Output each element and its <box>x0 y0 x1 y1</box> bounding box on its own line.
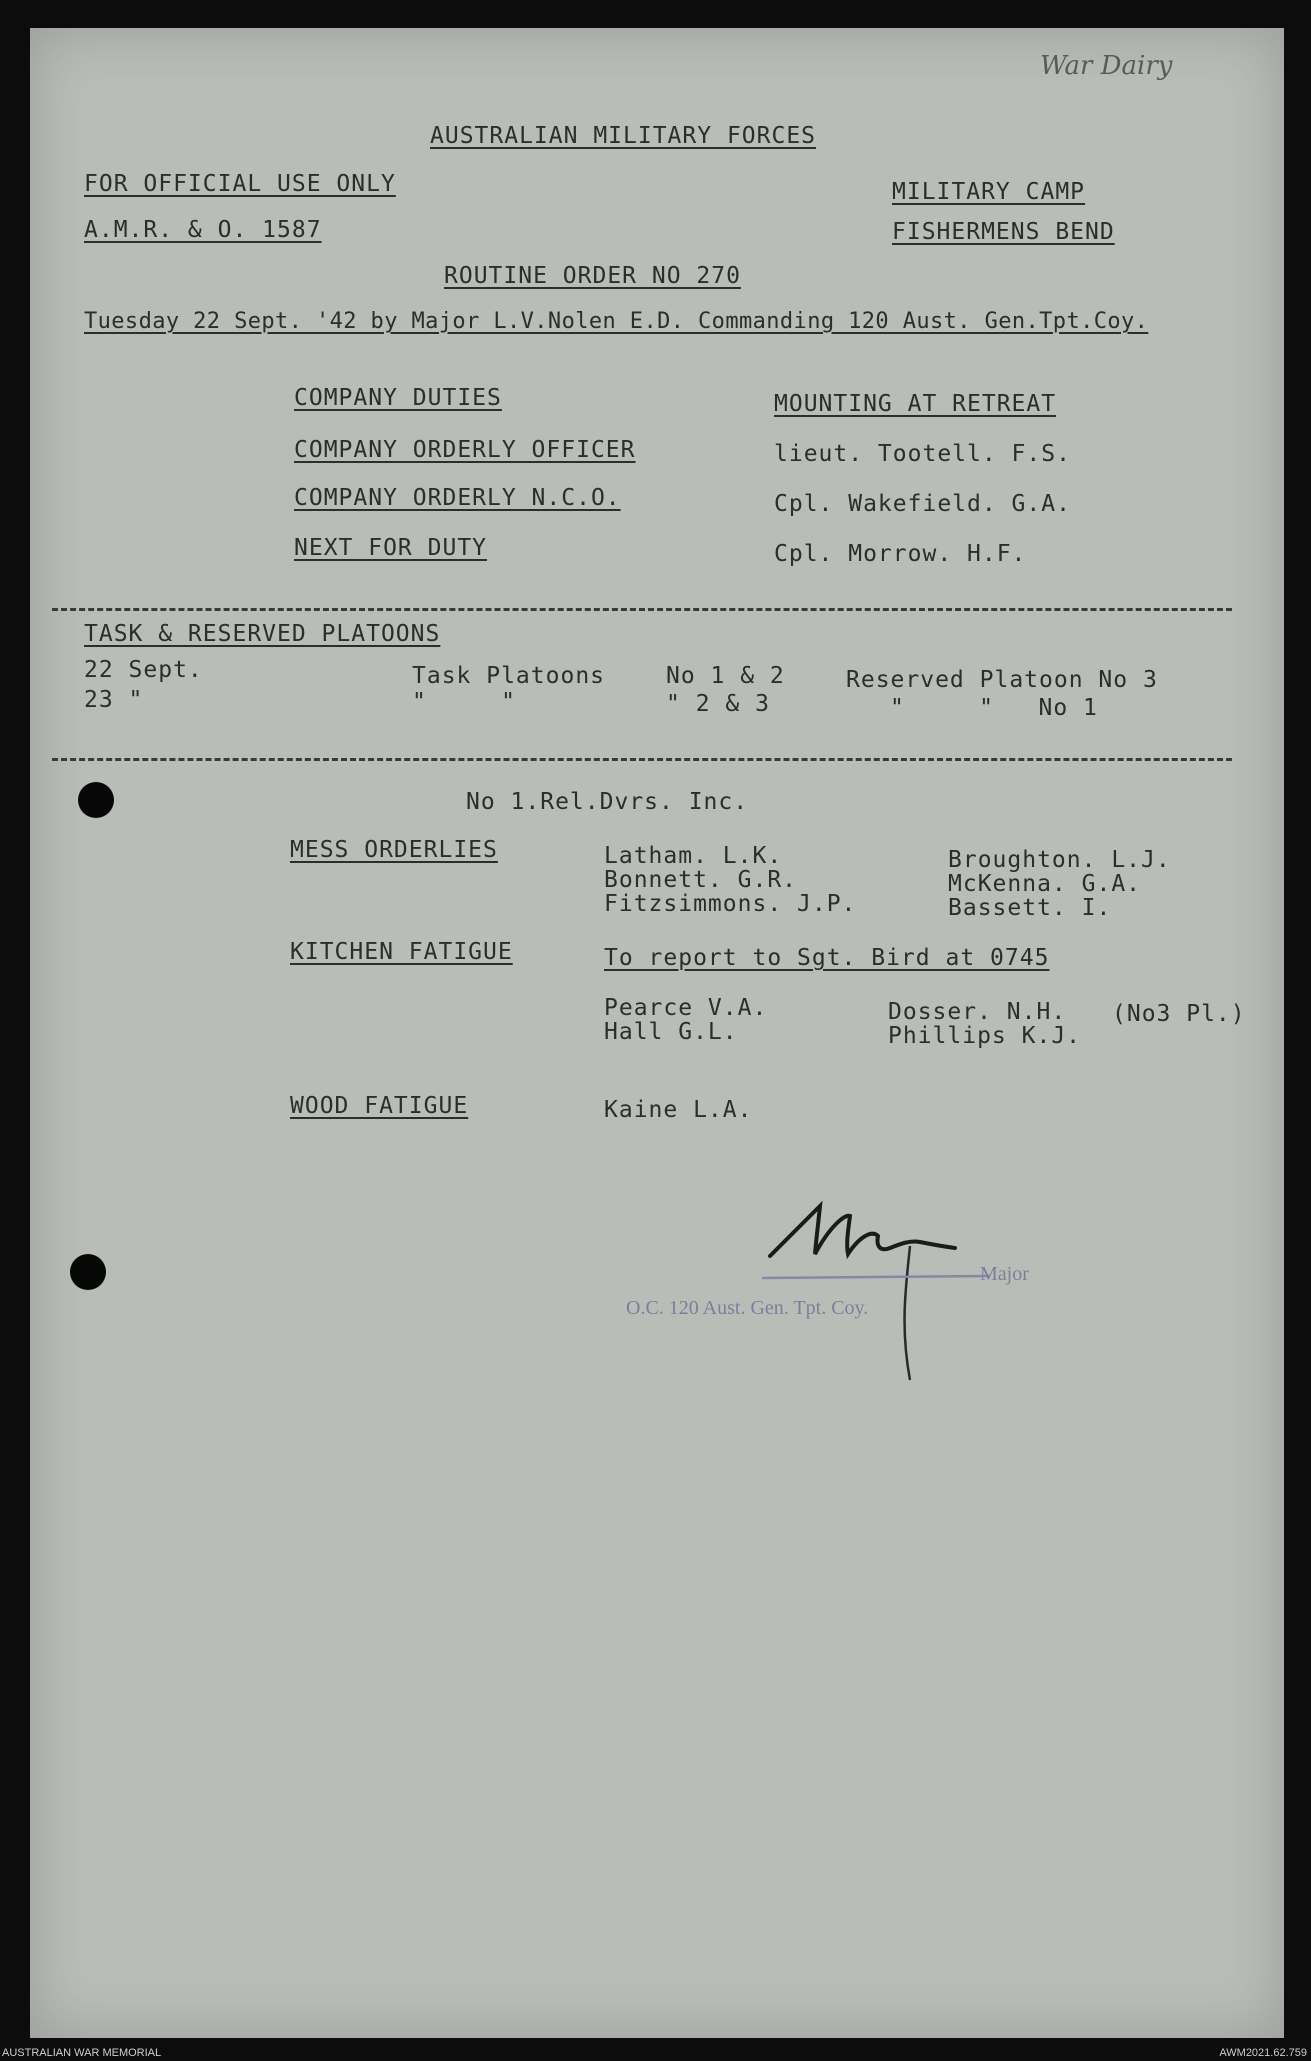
duty-value: lieut. Tootell. F.S. <box>774 441 1071 467</box>
camp-name: MILITARY CAMP <box>892 179 1086 205</box>
mess-orderly: Fitzsimmons. J.P. <box>604 891 857 917</box>
duty-value: Cpl. Wakefield. G.A. <box>774 491 1071 517</box>
footer-reference: AWM2021.62.759 <box>1219 2047 1307 2059</box>
kitchen-platoon-note: (No3 Pl.) <box>1112 1001 1246 1027</box>
company-duties-heading: COMPANY DUTIES <box>294 385 502 411</box>
document-heading: AUSTRALIAN MILITARY FORCES <box>430 123 817 149</box>
order-title: ROUTINE ORDER NO 270 <box>444 263 741 289</box>
kitchen-name: Hall G.L. <box>604 1019 738 1045</box>
kitchen-report-note: To report to Sgt. Bird at 0745 <box>604 945 1050 971</box>
signature-rank: Major <box>980 1263 1029 1285</box>
camp-location: FISHERMENS BEND <box>892 219 1115 245</box>
mess-orderlies-label: MESS ORDERLIES <box>290 837 498 863</box>
platoon-numbers: No 1 & 2 <box>666 663 785 689</box>
mess-orderly: Bonnett. G.R. <box>604 867 798 893</box>
divider <box>52 758 1232 761</box>
kitchen-name: Pearce V.A. <box>604 995 768 1021</box>
signature-stamp: O.C. 120 Aust. Gen. Tpt. Coy. <box>626 1297 869 1319</box>
platoon-reserved: Reserved Platoon No 3 <box>846 667 1158 693</box>
wood-fatigue-label: WOOD FATIGUE <box>290 1093 469 1119</box>
platoon-task: " " <box>412 689 516 715</box>
platoon-task: Task Platoons <box>412 663 606 689</box>
duty-label: COMPANY ORDERLY N.C.O. <box>294 485 621 511</box>
official-use-label: FOR OFFICIAL USE ONLY <box>84 171 396 197</box>
punch-hole-bottom <box>70 1254 106 1290</box>
mess-orderly: Broughton. L.J. <box>948 847 1171 873</box>
kitchen-name: Dosser. N.H. <box>888 999 1067 1025</box>
platoon-date: 22 Sept. <box>84 657 203 683</box>
platoon-reserved: " " No 1 <box>890 695 1098 721</box>
mess-orderly: Bassett. I. <box>948 895 1112 921</box>
mounting-heading: MOUNTING AT RETREAT <box>774 391 1057 417</box>
order-line: Tuesday 22 Sept. '42 by Major L.V.Nolen E.D. Commanding 120 Aust. Gen.Tpt.Coy. <box>84 309 1149 334</box>
mess-orderly: Latham. L.K. <box>604 843 783 869</box>
duty-label: NEXT FOR DUTY <box>294 535 488 561</box>
mess-orderly: McKenna. G.A. <box>948 871 1142 897</box>
platoons-heading: TASK & RESERVED PLATOONS <box>84 621 441 647</box>
order-reference: A.M.R. & O. 1587 <box>84 217 322 243</box>
signature-mark <box>760 1196 1000 1386</box>
kitchen-name: Phillips K.J. <box>888 1023 1082 1049</box>
platoon-date: 23 " <box>84 687 144 713</box>
punch-hole-top <box>78 782 114 818</box>
duty-label: COMPANY ORDERLY OFFICER <box>294 437 636 463</box>
footer-institution: AUSTRALIAN WAR MEMORIAL <box>2 2047 162 2059</box>
annotation-war-diary: War Dairy <box>1040 51 1173 81</box>
platoon-numbers: " 2 & 3 <box>666 691 770 717</box>
wood-fatigue-name: Kaine L.A. <box>604 1097 753 1123</box>
duty-value: Cpl. Morrow. H.F. <box>774 541 1027 567</box>
kitchen-fatigue-label: KITCHEN FATIGUE <box>290 939 513 965</box>
divider <box>52 608 1232 611</box>
rel-drivers-line: No 1.Rel.Dvrs. Inc. <box>466 789 749 815</box>
